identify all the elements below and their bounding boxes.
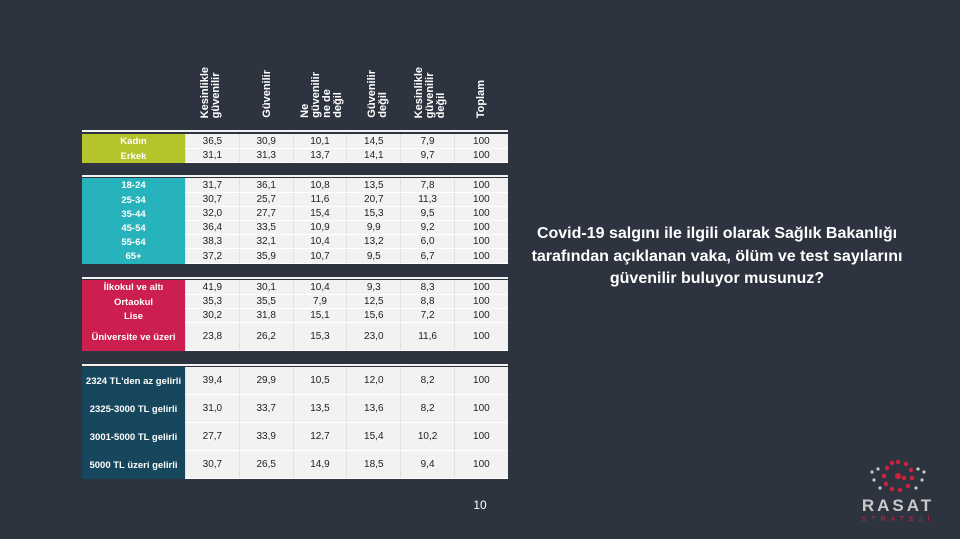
rasat-logo bbox=[848, 458, 948, 530]
row-values bbox=[185, 193, 508, 207]
row-values bbox=[185, 451, 508, 479]
table-cell: 12,0 bbox=[346, 367, 400, 394]
row-label: İlkokul ve altı bbox=[82, 280, 185, 295]
row-values bbox=[185, 221, 508, 235]
column-header: Kesinlikle güvenilir değil bbox=[413, 66, 447, 118]
column-header: Toplam bbox=[475, 79, 487, 118]
table-cell: 100 bbox=[454, 134, 508, 148]
table-cell: 100 bbox=[454, 423, 508, 450]
table-cell: 14,9 bbox=[293, 451, 347, 478]
table-cell: 25,7 bbox=[239, 193, 293, 206]
group-divider bbox=[82, 277, 508, 279]
row-label: Kadın bbox=[82, 134, 185, 149]
logo-subtitle: STRATEJİ bbox=[861, 516, 935, 523]
row-values bbox=[185, 323, 508, 351]
table-cell: 35,3 bbox=[185, 295, 239, 308]
row-label: Erkek bbox=[82, 149, 185, 163]
table-cell: 10,1 bbox=[293, 134, 347, 148]
table-cell: 100 bbox=[454, 221, 508, 234]
table-cell: 13,6 bbox=[346, 395, 400, 422]
table-cell: 100 bbox=[454, 149, 508, 162]
table-cell: 23,8 bbox=[185, 323, 239, 350]
table-cell: 18,5 bbox=[346, 451, 400, 478]
logo-name: RASAT bbox=[861, 496, 935, 515]
row-label: 55-64 bbox=[82, 235, 185, 249]
table-cell: 14,1 bbox=[346, 149, 400, 162]
table-cell: 100 bbox=[454, 207, 508, 220]
table-row bbox=[82, 235, 508, 249]
row-label: 45-54 bbox=[82, 221, 185, 235]
table-cell: 15,3 bbox=[346, 207, 400, 220]
table-cell: 30,2 bbox=[185, 309, 239, 322]
table-cell: 100 bbox=[454, 395, 508, 422]
row-label: Üniversite ve üzeri bbox=[82, 323, 185, 351]
table-cell: 8,8 bbox=[400, 295, 454, 308]
table-cell: 31,7 bbox=[185, 178, 239, 192]
table-cell: 33,7 bbox=[239, 395, 293, 422]
table-cell: 35,9 bbox=[239, 249, 293, 263]
table-row bbox=[82, 295, 508, 309]
column-header: Güvenilir bbox=[261, 70, 273, 118]
table-cell: 38,3 bbox=[185, 235, 239, 248]
table-cell: 33,9 bbox=[239, 423, 293, 450]
table-cell: 30,7 bbox=[185, 451, 239, 478]
table-cell: 100 bbox=[454, 367, 508, 394]
table-cell: 13,5 bbox=[293, 395, 347, 422]
table-row bbox=[82, 323, 508, 351]
row-values bbox=[185, 178, 508, 193]
row-values bbox=[185, 280, 508, 295]
logo-mark-icon bbox=[848, 458, 948, 498]
table-cell: 36,1 bbox=[239, 178, 293, 192]
table-row bbox=[82, 395, 508, 423]
table-row bbox=[82, 221, 508, 235]
table-cell: 7,9 bbox=[293, 295, 347, 308]
row-values bbox=[185, 395, 508, 423]
table-row bbox=[82, 178, 508, 193]
table-cell: 100 bbox=[454, 193, 508, 206]
table-cell: 30,7 bbox=[185, 193, 239, 206]
table-cell: 15,4 bbox=[293, 207, 347, 220]
table-cell: 35,5 bbox=[239, 295, 293, 308]
table-cell: 33,5 bbox=[239, 221, 293, 234]
table-cell: 10,4 bbox=[293, 235, 347, 248]
table-cell: 31,0 bbox=[185, 395, 239, 422]
table-cell: 7,2 bbox=[400, 309, 454, 322]
group-divider bbox=[82, 130, 508, 132]
row-label: Ortaokul bbox=[82, 295, 185, 309]
table-cell: 13,5 bbox=[346, 178, 400, 192]
row-label: 35-44 bbox=[82, 207, 185, 221]
table-row bbox=[82, 207, 508, 221]
table-cell: 9,5 bbox=[400, 207, 454, 220]
table-cell: 100 bbox=[454, 280, 508, 294]
table-cell: 30,9 bbox=[239, 134, 293, 148]
row-label: 2325-3000 TL gelirli bbox=[82, 395, 185, 423]
table-row bbox=[82, 249, 508, 264]
group-divider bbox=[82, 175, 508, 177]
table-cell: 37,2 bbox=[185, 249, 239, 263]
table-cell: 100 bbox=[454, 295, 508, 308]
row-values bbox=[185, 309, 508, 323]
row-label: 3001-5000 TL gelirli bbox=[82, 423, 185, 451]
table-row bbox=[82, 280, 508, 295]
row-values bbox=[185, 249, 508, 264]
table-cell: 14,5 bbox=[346, 134, 400, 148]
table-cell: 8,2 bbox=[400, 395, 454, 422]
table-cell: 15,3 bbox=[293, 323, 347, 350]
table-cell: 26,2 bbox=[239, 323, 293, 350]
column-header: Kesinlikle güvenilir bbox=[199, 66, 222, 118]
row-label: 25-34 bbox=[82, 193, 185, 207]
table-row bbox=[82, 134, 508, 149]
row-values bbox=[185, 423, 508, 451]
table-cell: 26,5 bbox=[239, 451, 293, 478]
table-row bbox=[82, 149, 508, 163]
column-header: Güvenilir değil bbox=[366, 70, 389, 118]
table-cell: 7,9 bbox=[400, 134, 454, 148]
table-cell: 9,3 bbox=[346, 280, 400, 294]
table-cell: 31,8 bbox=[239, 309, 293, 322]
table-cell: 10,7 bbox=[293, 249, 347, 263]
table-row bbox=[82, 309, 508, 323]
table-row bbox=[82, 423, 508, 451]
row-values bbox=[185, 295, 508, 309]
table-cell: 20,7 bbox=[346, 193, 400, 206]
table-cell: 13,2 bbox=[346, 235, 400, 248]
table-cell: 13,7 bbox=[293, 149, 347, 162]
table-row bbox=[82, 193, 508, 207]
column-header: Ne güvenilir ne de değil bbox=[299, 72, 344, 118]
table-cell: 100 bbox=[454, 309, 508, 322]
table-cell: 23,0 bbox=[346, 323, 400, 350]
table-cell: 100 bbox=[454, 178, 508, 192]
table-cell: 6,7 bbox=[400, 249, 454, 263]
table-cell: 10,8 bbox=[293, 178, 347, 192]
row-label: 5000 TL üzeri gelirli bbox=[82, 451, 185, 479]
table-cell: 100 bbox=[454, 235, 508, 248]
table-cell: 32,0 bbox=[185, 207, 239, 220]
table-cell: 12,7 bbox=[293, 423, 347, 450]
table-cell: 8,2 bbox=[400, 367, 454, 394]
row-values bbox=[185, 367, 508, 395]
table-cell: 15,1 bbox=[293, 309, 347, 322]
table-cell: 27,7 bbox=[185, 423, 239, 450]
table-cell: 9,9 bbox=[346, 221, 400, 234]
table-cell: 10,5 bbox=[293, 367, 347, 394]
row-values bbox=[185, 149, 508, 163]
table-cell: 8,3 bbox=[400, 280, 454, 294]
table-cell: 100 bbox=[454, 323, 508, 350]
table-cell: 9,2 bbox=[400, 221, 454, 234]
table-cell: 39,4 bbox=[185, 367, 239, 394]
group-divider bbox=[82, 364, 508, 366]
row-label: 65+ bbox=[82, 249, 185, 264]
table-cell: 9,5 bbox=[346, 249, 400, 263]
table-cell: 31,1 bbox=[185, 149, 239, 162]
row-values bbox=[185, 207, 508, 221]
table-cell: 30,1 bbox=[239, 280, 293, 294]
table-row bbox=[82, 451, 508, 479]
table-cell: 10,2 bbox=[400, 423, 454, 450]
row-values bbox=[185, 134, 508, 149]
table-cell: 6,0 bbox=[400, 235, 454, 248]
table-cell: 27,7 bbox=[239, 207, 293, 220]
table-cell: 36,5 bbox=[185, 134, 239, 148]
row-label: 2324 TL'den az gelirli bbox=[82, 367, 185, 395]
row-label: 18-24 bbox=[82, 178, 185, 193]
row-label: Lise bbox=[82, 309, 185, 323]
survey-question: Covid-19 salgını ile ilgili olarak Sağlık Bakanlığı tarafından açıklanan vaka, ölüm ve test sayılarını güvenilir buluyor musunuz? bbox=[531, 225, 903, 287]
table-row bbox=[82, 367, 508, 395]
table-cell: 29,9 bbox=[239, 367, 293, 394]
table-cell: 12,5 bbox=[346, 295, 400, 308]
page-number: 10 bbox=[473, 498, 487, 512]
row-values bbox=[185, 235, 508, 249]
table-cell: 31,3 bbox=[239, 149, 293, 162]
table-cell: 7,8 bbox=[400, 178, 454, 192]
table-cell: 9,7 bbox=[400, 149, 454, 162]
table-cell: 11,6 bbox=[293, 193, 347, 206]
table-cell: 32,1 bbox=[239, 235, 293, 248]
table-cell: 10,4 bbox=[293, 280, 347, 294]
table-cell: 9,4 bbox=[400, 451, 454, 478]
table-cell: 100 bbox=[454, 249, 508, 263]
table-cell: 15,4 bbox=[346, 423, 400, 450]
table-cell: 11,6 bbox=[400, 323, 454, 350]
table-cell: 10,9 bbox=[293, 221, 347, 234]
table-cell: 41,9 bbox=[185, 280, 239, 294]
table-cell: 36,4 bbox=[185, 221, 239, 234]
table-cell: 11,3 bbox=[400, 193, 454, 206]
table-cell: 100 bbox=[454, 451, 508, 478]
table-cell: 15,6 bbox=[346, 309, 400, 322]
